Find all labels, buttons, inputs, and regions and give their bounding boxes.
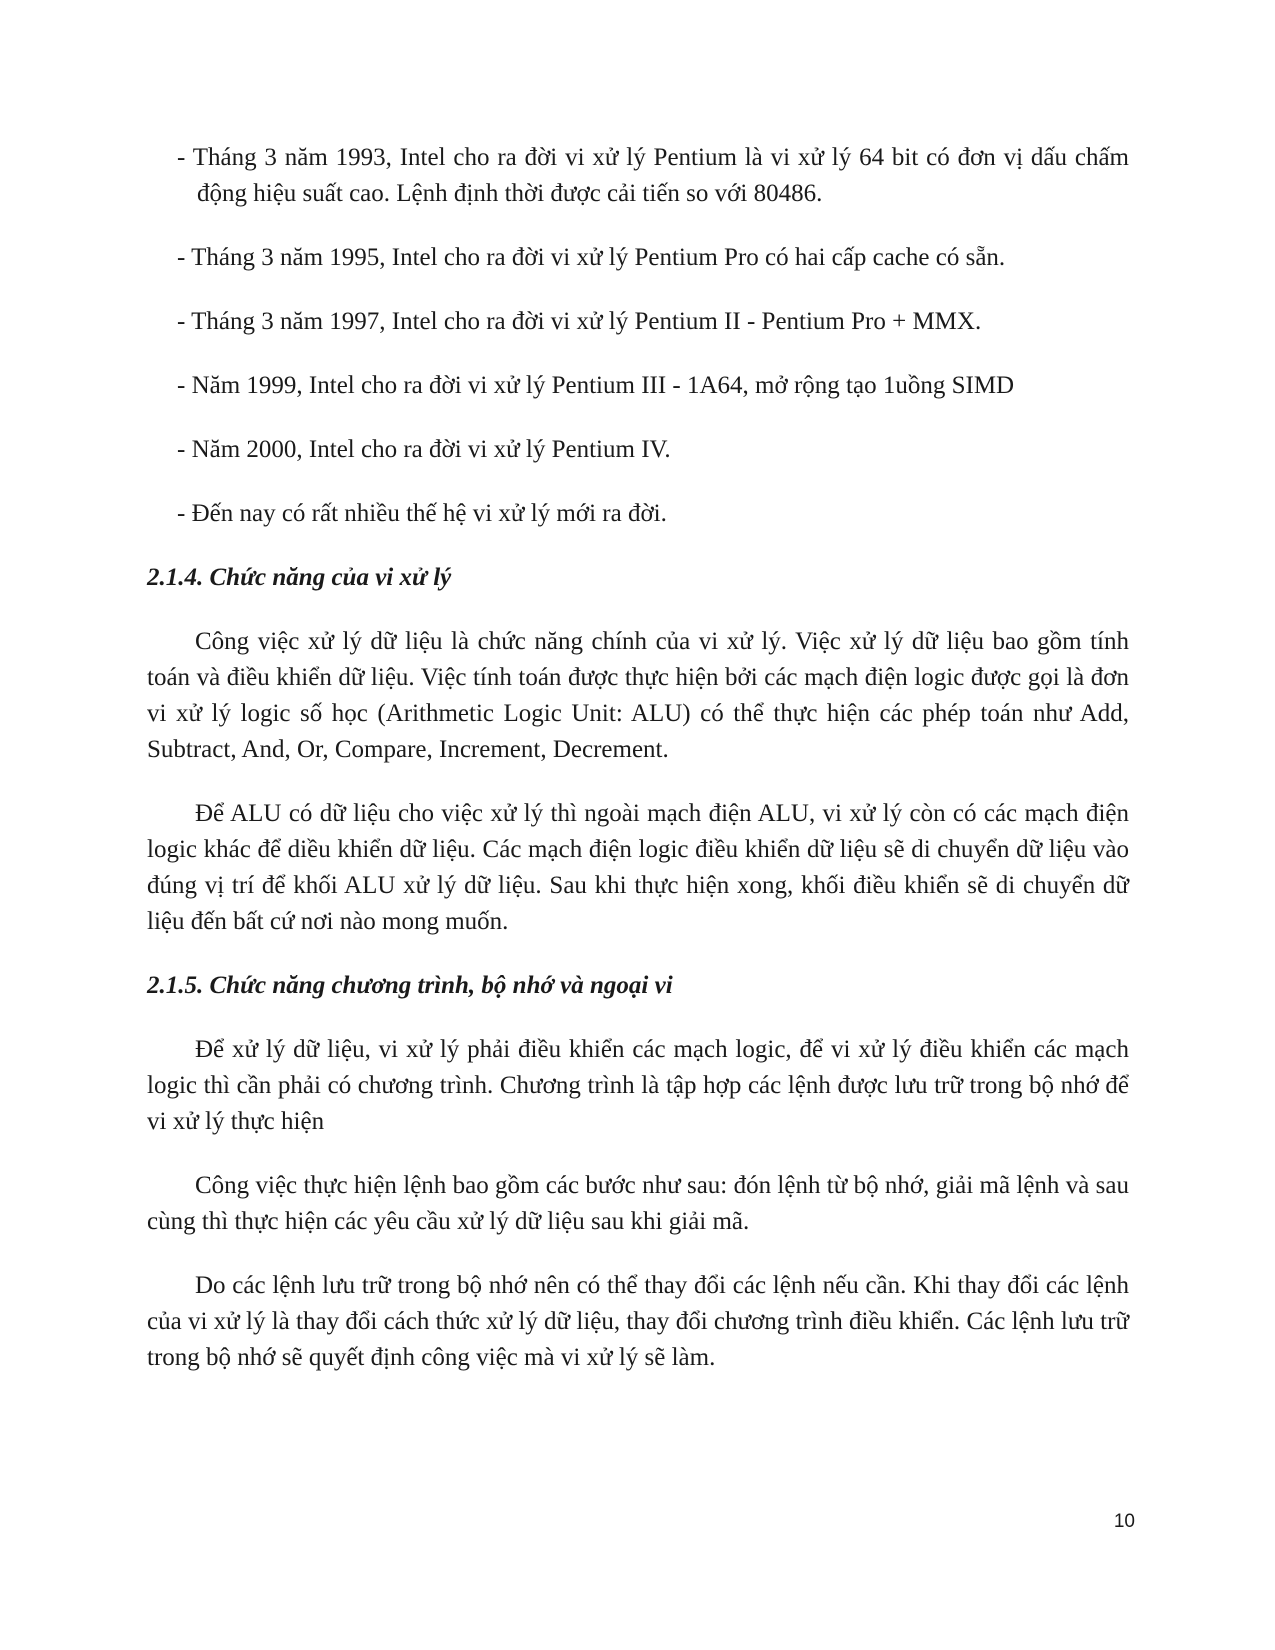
paragraph-alu-function: Công việc xử lý dữ liệu là chức năng chính của vi xử lý. Việc xử lý dữ liệu bao gồm tính toán và điều khiển dữ liệu. Việc tính toán được thực hiện bởi các mạch điện logic được gọi là đơn vi xử lý logic số học (Arithmetic Logic Unit: ALU) có thể thực hiện các phép toán như Add, Subtract, And, Or, Compare, Increment, Decrement.	[147, 628, 1129, 763]
bullet-item-1995: - Tháng 3 năm 1995, Intel cho ra đời vi xử lý Pentium Pro có hai cấp cache có sẵn.	[177, 244, 1006, 271]
bullet-item-1999: - Năm 1999, Intel cho ra đời vi xử lý Pentium III - 1A64, mở rộng tạo 1uồng SIMD	[177, 372, 1015, 399]
bullet-item-present: - Đến nay có rất nhiều thế hệ vi xử lý mới ra đời.	[177, 500, 667, 527]
page-content	[147, 140, 1129, 1404]
paragraph-instruction-steps: Công việc thực hiện lệnh bao gồm các bước như sau: đón lệnh từ bộ nhớ, giải mã lệnh và sau cùng thì thực hiện các yêu cầu xử lý dữ liệu sau khi giải mã.	[147, 1172, 1129, 1235]
section-heading-2-1-5: 2.1.5. Chức năng chương trình, bộ nhớ và ngoại vi	[147, 972, 673, 999]
section-heading-2-1-4: 2.1.4. Chức năng của vi xử lý	[147, 564, 452, 591]
bullet-item-1993: - Tháng 3 năm 1993, Intel cho ra đời vi xử lý Pentium là vi xử lý 64 bit có đơn vị dấu chấm động hiệu suất cao. Lệnh định thời được cải tiến so với 80486.	[177, 144, 1129, 207]
page-number: 10	[1113, 1511, 1135, 1532]
paragraph-data-control: Để ALU có dữ liệu cho việc xử lý thì ngoài mạch điện ALU, vi xử lý còn có các mạch điện logic khác để diều khiển dữ liệu. Các mạch điện logic điều khiển dữ liệu sẽ di chuyển dữ liệu vào đúng vị trí để khối ALU xử lý dữ liệu. Sau khi thực hiện xong, khối điều khiển sẽ di chuyển dữ liệu đến bất cứ nơi nào mong muốn.	[147, 800, 1129, 935]
paragraph-changing-instructions: Do các lệnh lưu trữ trong bộ nhớ nên có thể thay đổi các lệnh nếu cần. Khi thay đổi các lệnh của vi xử lý là thay đổi cách thức xử lý dữ liệu, thay đổi chương trình điều khiển. Các lệnh lưu trữ trong bộ nhớ sẽ quyết định công việc mà vi xử lý sẽ làm.	[147, 1272, 1129, 1371]
paragraph-program-definition: Để xử lý dữ liệu, vi xử lý phải điều khiển các mạch logic, để vi xử lý điều khiển các mạch logic thì cần phải có chương trình. Chương trình là tập hợp các lệnh được lưu trữ trong bộ nhớ để vi xử lý thực hiện	[147, 1036, 1129, 1135]
bullet-item-1997: - Tháng 3 năm 1997, Intel cho ra đời vi xử lý Pentium II - Pentium Pro + MMX.	[177, 308, 982, 335]
bullet-item-2000: - Năm 2000, Intel cho ra đời vi xử lý Pentium IV.	[177, 436, 671, 463]
